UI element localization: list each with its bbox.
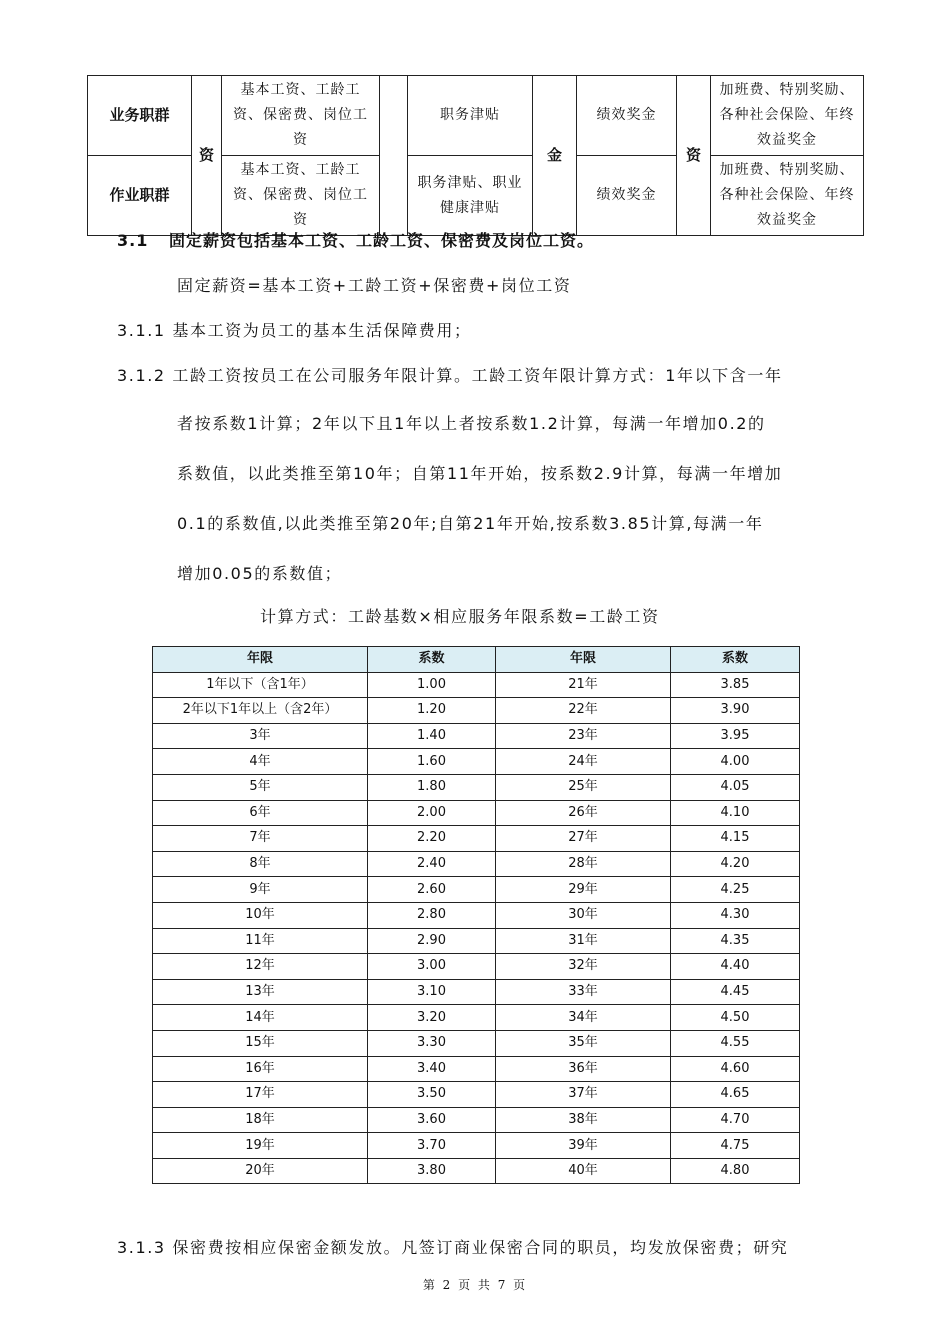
coefficient-cell: 2.90: [368, 928, 496, 954]
years-cell: 7年: [153, 826, 368, 852]
group-cell: 业务职群: [88, 76, 192, 156]
table-row: [153, 954, 800, 980]
column-header: 年限: [496, 647, 671, 673]
coefficient-cell: 3.40: [368, 1056, 496, 1082]
years-cell: 27年: [496, 826, 671, 852]
coefficient-cell: 2.80: [368, 902, 496, 928]
table-row: [153, 749, 800, 775]
coefficient-cell: 1.40: [368, 723, 496, 749]
coefficient-cell: 1.20: [368, 698, 496, 724]
calc-formula: 计算方式：工龄基数×相应服务年限系数=工龄工资: [260, 607, 660, 626]
section-title: 固定薪资包括基本工资、工龄工资、保密费及岗位工资。: [169, 231, 595, 250]
allowance-cell: 职务津贴、职业健康津贴: [408, 156, 533, 236]
group-cell: 作业职群: [88, 156, 192, 236]
coefficient-cell: 4.05: [671, 774, 800, 800]
merged-cell: 资: [677, 76, 711, 236]
coefficient-cell: 3.50: [368, 1082, 496, 1108]
years-cell: 34年: [496, 1005, 671, 1031]
empty-merged-cell: [380, 76, 408, 236]
coefficient-cell: 4.50: [671, 1005, 800, 1031]
coefficient-cell: 4.00: [671, 749, 800, 775]
coefficient-cell: 1.00: [368, 672, 496, 698]
coefficient-cell: 2.00: [368, 800, 496, 826]
table-row: [153, 877, 800, 903]
table-row: [153, 1056, 800, 1082]
table-row: [153, 928, 800, 954]
table-row: [153, 1005, 800, 1031]
years-cell: 2年以下1年以上（含2年）: [153, 698, 368, 724]
years-cell: 26年: [496, 800, 671, 826]
merged-cell: 资: [192, 76, 222, 236]
column-header: 系数: [671, 647, 800, 673]
coefficient-cell: 3.90: [671, 698, 800, 724]
years-cell: 29年: [496, 877, 671, 903]
coefficient-cell: 4.30: [671, 902, 800, 928]
years-cell: 14年: [153, 1005, 368, 1031]
years-cell: 28年: [496, 851, 671, 877]
years-cell: 38年: [496, 1107, 671, 1133]
years-cell: 3年: [153, 723, 368, 749]
table-row: [153, 851, 800, 877]
years-cell: 22年: [496, 698, 671, 724]
coefficient-cell: 2.60: [368, 877, 496, 903]
years-cell: 39年: [496, 1133, 671, 1159]
section-number: 3.1: [117, 231, 149, 250]
years-cell: 36年: [496, 1056, 671, 1082]
years-cell: 30年: [496, 902, 671, 928]
coefficient-cell: 3.00: [368, 954, 496, 980]
paragraph-3-1-2-line: 增加0.05的系数值；: [177, 564, 343, 583]
coefficient-cell: 2.40: [368, 851, 496, 877]
years-cell: 4年: [153, 749, 368, 775]
years-cell: 9年: [153, 877, 368, 903]
coefficient-cell: 3.95: [671, 723, 800, 749]
years-cell: 1年以下（含1年）: [153, 672, 368, 698]
coefficient-cell: 3.20: [368, 1005, 496, 1031]
coefficient-cell: 4.80: [671, 1158, 800, 1184]
column-header: 系数: [368, 647, 496, 673]
coefficient-cell: 4.55: [671, 1030, 800, 1056]
table-row: [153, 774, 800, 800]
coefficient-cell: 3.80: [368, 1158, 496, 1184]
seniority-coefficient-table: [152, 646, 800, 1184]
years-cell: 15年: [153, 1030, 368, 1056]
years-cell: 20年: [153, 1158, 368, 1184]
table-row: [153, 902, 800, 928]
other-cell: 加班费、特别奖励、各种社会保险、年终效益奖金: [711, 156, 864, 236]
years-cell: 8年: [153, 851, 368, 877]
bonus-cell: 绩效奖金: [577, 156, 677, 236]
table-row: [153, 826, 800, 852]
paragraph-3-1-2-line: 0.1的系数值,以此类推至第20年;自第21年开始,按系数3.85计算,每满一年: [177, 514, 764, 533]
coefficient-cell: 4.25: [671, 877, 800, 903]
coefficient-cell: 3.60: [368, 1107, 496, 1133]
salary-structure-table: [87, 75, 864, 236]
years-cell: 11年: [153, 928, 368, 954]
years-cell: 5年: [153, 774, 368, 800]
coefficient-cell: 4.45: [671, 979, 800, 1005]
table-row: [153, 672, 800, 698]
years-cell: 32年: [496, 954, 671, 980]
years-cell: 18年: [153, 1107, 368, 1133]
coefficient-cell: 4.15: [671, 826, 800, 852]
paragraph-3-1-2-line: 者按系数1计算；2年以下且1年以上者按系数1.2计算，每满一年增加0.2的: [177, 414, 766, 433]
table-row: [153, 1030, 800, 1056]
paragraph-3-1-2-line: 系数值，以此类推至第10年；自第11年开始，按系数2.9计算，每满一年增加: [177, 464, 783, 483]
years-cell: 31年: [496, 928, 671, 954]
years-cell: 23年: [496, 723, 671, 749]
coefficient-cell: 4.65: [671, 1082, 800, 1108]
table-row: [153, 1082, 800, 1108]
years-cell: 24年: [496, 749, 671, 775]
table-header-row: [153, 647, 800, 673]
coefficient-cell: 4.75: [671, 1133, 800, 1159]
years-cell: 21年: [496, 672, 671, 698]
allowance-cell: 职务津贴: [408, 76, 533, 156]
years-cell: 40年: [496, 1158, 671, 1184]
merged-cell: 金: [533, 76, 577, 236]
years-cell: 37年: [496, 1082, 671, 1108]
coefficient-cell: 3.10: [368, 979, 496, 1005]
fixed-salary-formula: 固定薪资=基本工资+工龄工资+保密费+岗位工资: [177, 276, 572, 295]
table-row: [153, 723, 800, 749]
coefficient-cell: 3.30: [368, 1030, 496, 1056]
years-cell: 25年: [496, 774, 671, 800]
base-salary-cell: 基本工资、工龄工资、保密费、岗位工资: [222, 76, 380, 156]
page-footer: 第 2 页 共 7 页: [422, 1278, 528, 1292]
coefficient-cell: 3.85: [671, 672, 800, 698]
table-row: [153, 1133, 800, 1159]
table-row: [153, 800, 800, 826]
years-cell: 6年: [153, 800, 368, 826]
coefficient-cell: 3.70: [368, 1133, 496, 1159]
paragraph-3-1-3: 3.1.3 保密费按相应保密金额发放。凡签订商业保密合同的职员，均发放保密费；研究: [117, 1238, 789, 1257]
section-heading: [117, 228, 594, 251]
table-row: [153, 698, 800, 724]
years-cell: 19年: [153, 1133, 368, 1159]
bonus-cell: 绩效奖金: [577, 76, 677, 156]
coefficient-cell: 4.10: [671, 800, 800, 826]
coefficient-cell: 4.40: [671, 954, 800, 980]
table-row: [153, 1158, 800, 1184]
coefficient-cell: 2.20: [368, 826, 496, 852]
coefficient-cell: 4.20: [671, 851, 800, 877]
table-row: [153, 979, 800, 1005]
table-row: [88, 76, 864, 156]
years-cell: 35年: [496, 1030, 671, 1056]
coefficient-cell: 4.35: [671, 928, 800, 954]
base-salary-cell: 基本工资、工龄工资、保密费、岗位工资: [222, 156, 380, 236]
other-cell: 加班费、特别奖励、各种社会保险、年终效益奖金: [711, 76, 864, 156]
paragraph-3-1-2-line: 3.1.2 工龄工资按员工在公司服务年限计算。工龄工资年限计算方式：1年以下含一年: [117, 366, 783, 385]
paragraph-3-1-1: 3.1.1 基本工资为员工的基本生活保障费用；: [117, 321, 472, 340]
years-cell: 10年: [153, 902, 368, 928]
years-cell: 33年: [496, 979, 671, 1005]
coefficient-cell: 1.60: [368, 749, 496, 775]
years-cell: 17年: [153, 1082, 368, 1108]
coefficient-cell: 4.70: [671, 1107, 800, 1133]
years-cell: 16年: [153, 1056, 368, 1082]
years-cell: 12年: [153, 954, 368, 980]
years-cell: 13年: [153, 979, 368, 1005]
coefficient-cell: 1.80: [368, 774, 496, 800]
table-row: [153, 1107, 800, 1133]
coefficient-cell: 4.60: [671, 1056, 800, 1082]
column-header: 年限: [153, 647, 368, 673]
